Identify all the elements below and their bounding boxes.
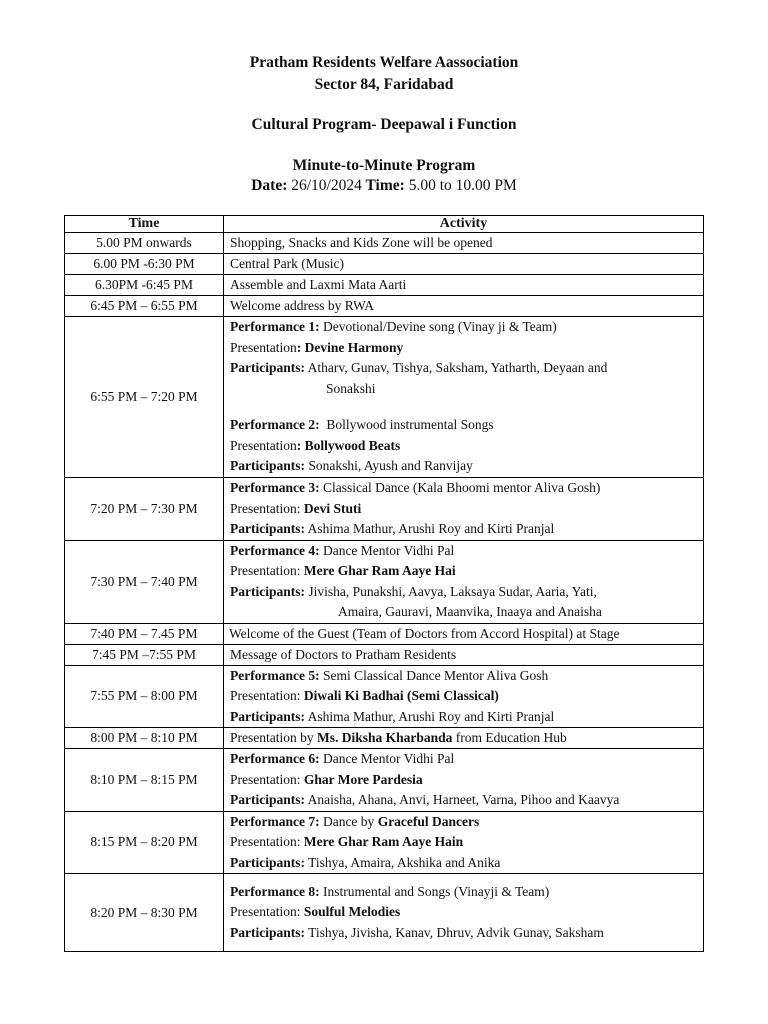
row-time: 7:55 PM – 8:00 PM [65,665,224,728]
participants-list: Ashima Mathur, Arushi Roy and Kirti Pranjal [307,708,555,724]
table-row [65,317,704,478]
presentation-label: Presentation: [230,563,301,578]
row-time: 8:10 PM – 8:15 PM [65,749,224,812]
participants-list: Tishya, Amaira, Akshika and Anika [308,854,501,870]
presentation-title: Ghar More Pardesia [303,771,423,787]
table-row [65,254,704,275]
row-activity: Welcome address by RWA [224,296,704,317]
row-time: 7:30 PM – 7:40 PM [65,540,224,623]
row-time: 8:00 PM – 8:10 PM [65,728,224,749]
table-row [65,874,704,952]
participants-label: Participants: [230,521,305,536]
row-activity: Central Park (Music) [224,254,704,275]
row-time: 7:45 PM –7:55 PM [65,644,224,665]
performance-text: Devotional/Devine song (Vinay ji & Team) [322,319,557,335]
row-time: 5.00 PM onwards [65,233,224,254]
presentation-label: Presentation [230,437,297,453]
row-time: 7:40 PM – 7.45 PM [65,623,224,644]
time-value: 5.00 to 10.00 PM [408,177,517,194]
presentation-suffix: from Education Hub [455,730,567,745]
row-activity [224,478,704,541]
presentation-label: Presentation [230,339,297,355]
row-activity [224,811,704,874]
row-activity [224,317,704,478]
participants-label: Participants: [230,583,305,599]
participants-label: Participants: [230,360,305,376]
program-title: Cultural Program- Deepawal i Function [251,116,517,133]
performance-label: Performance 6: [230,751,320,766]
presentation-label: Presentation: [230,688,301,703]
row-activity: Shopping, Snacks and Kids Zone will be opened [224,233,704,254]
participants-list: Tishya, Jivisha, Kanav, Dhruv, Advik Gunav, Saksham [308,924,604,940]
row-activity [224,874,704,952]
org-name: Pratham Residents Welfare Aassociation [249,54,519,71]
table-header-row [65,216,704,233]
performance-label: Performance 2: [230,417,320,433]
row-time: 6:45 PM – 6:55 PM [65,296,224,317]
org-location: Sector 84, Faridabad [314,76,454,93]
performance-label: Performance 5: [230,667,320,683]
performance-text: Instrumental and Songs (Vinayji & Team) [322,883,550,899]
row-activity [224,665,704,728]
performance-label: Performance 1: [230,319,320,335]
presentation-label: Presentation: [230,834,301,849]
row-time: 6.30PM -6:45 PM [65,275,224,296]
participants-label: Participants: [230,924,305,940]
presentation-label: Presentation: [230,904,301,920]
program-subtitle: Minute-to-Minute Program [292,157,476,174]
presentation-label: Presentation: [230,500,301,516]
table-row [65,665,704,728]
col-header-time: Time [65,216,224,233]
performance-label: Performance 4: [230,542,320,558]
presentation-title: Soulful Melodies [303,904,401,920]
table-row [65,644,704,665]
presentation-prefix: Presentation by [230,730,314,745]
table-row [65,540,704,623]
row-time: 6.00 PM -6:30 PM [65,254,224,275]
participants-list: Sonakshi, Ayush and Ranvijay [308,458,473,474]
program-table [64,215,704,952]
table-row [65,478,704,541]
performance-label: Performance 3: [230,480,320,495]
participants-label: Participants: [230,854,305,870]
table-row [65,728,704,749]
row-time: 8:15 PM – 8:20 PM [65,811,224,874]
row-time: 7:20 PM – 7:30 PM [65,478,224,541]
performance-text: Dance by [322,813,375,829]
participants-list-cont: Amaira, Gauravi, Maanvika, Inaaya and Anaisha [338,604,602,619]
performance-label: Performance 7: [230,813,320,829]
participants-label: Participants: [230,792,305,807]
col-header-activity: Activity [224,216,704,233]
table-row [65,623,704,644]
presentation-title: : Devine Harmony [296,339,404,355]
participants-list-cont: Sonakshi [326,380,376,396]
participants-list: Atharv, Gunav, Tishya, Saksham, Yatharth, Deyaan and [307,360,608,376]
row-activity [224,728,704,749]
row-activity: Assemble and Laxmi Mata Aarti [224,275,704,296]
participants-list: Jivisha, Punakshi, Aavya, Laksaya Sudar, Aaria, Yati, [308,583,597,599]
time-label: Time: [365,177,405,194]
date-label: Date: [251,177,288,194]
table-row [65,233,704,254]
participants-list: Anaisha, Ahana, Anvi, Harneet, Varna, Pihoo and Kaavya [307,792,620,807]
row-activity [224,540,704,623]
performance-text: Dance Mentor Vidhi Pal [322,751,455,766]
performance-text: Bollywood instrumental Songs [326,417,494,433]
performance-text: Dance Mentor Vidhi Pal [322,542,455,558]
table-row [65,296,704,317]
performance-text: Classical Dance (Kala Bhoomi mentor Aliva Gosh) [322,480,601,495]
participants-label: Participants: [230,708,305,724]
presentation-title: Mere Ghar Ram Aaye Hain [303,834,464,849]
row-time: 6:55 PM – 7:20 PM [65,317,224,478]
presenter-name: Ms. Diksha Kharbanda [317,730,453,745]
row-activity: Message of Doctors to Pratham Residents [224,644,704,665]
performance-text: Semi Classical Dance Mentor Aliva Gosh [322,667,549,683]
date-time-line [0,176,768,196]
participants-list: Ashima Mathur, Arushi Roy and Kirti Pranjal [307,521,555,536]
presentation-title: Devi Stuti [303,500,362,516]
performance-label: Performance 8: [230,883,320,899]
performance-group: Graceful Dancers [377,813,480,829]
table-row [65,811,704,874]
date-value: 26/10/2024 [291,177,362,194]
row-activity [224,749,704,812]
table-row [65,749,704,812]
table-row [65,275,704,296]
row-activity: Welcome of the Guest (Team of Doctors from Accord Hospital) at Stage [224,623,704,644]
presentation-title: : Bollywood Beats [296,437,401,453]
presentation-title: Mere Ghar Ram Aaye Hai [303,563,456,578]
row-time: 8:20 PM – 8:30 PM [65,874,224,952]
presentation-title: Diwali Ki Badhai (Semi Classical) [303,688,499,703]
presentation-label: Presentation: [230,771,301,787]
participants-label: Participants: [230,458,305,474]
